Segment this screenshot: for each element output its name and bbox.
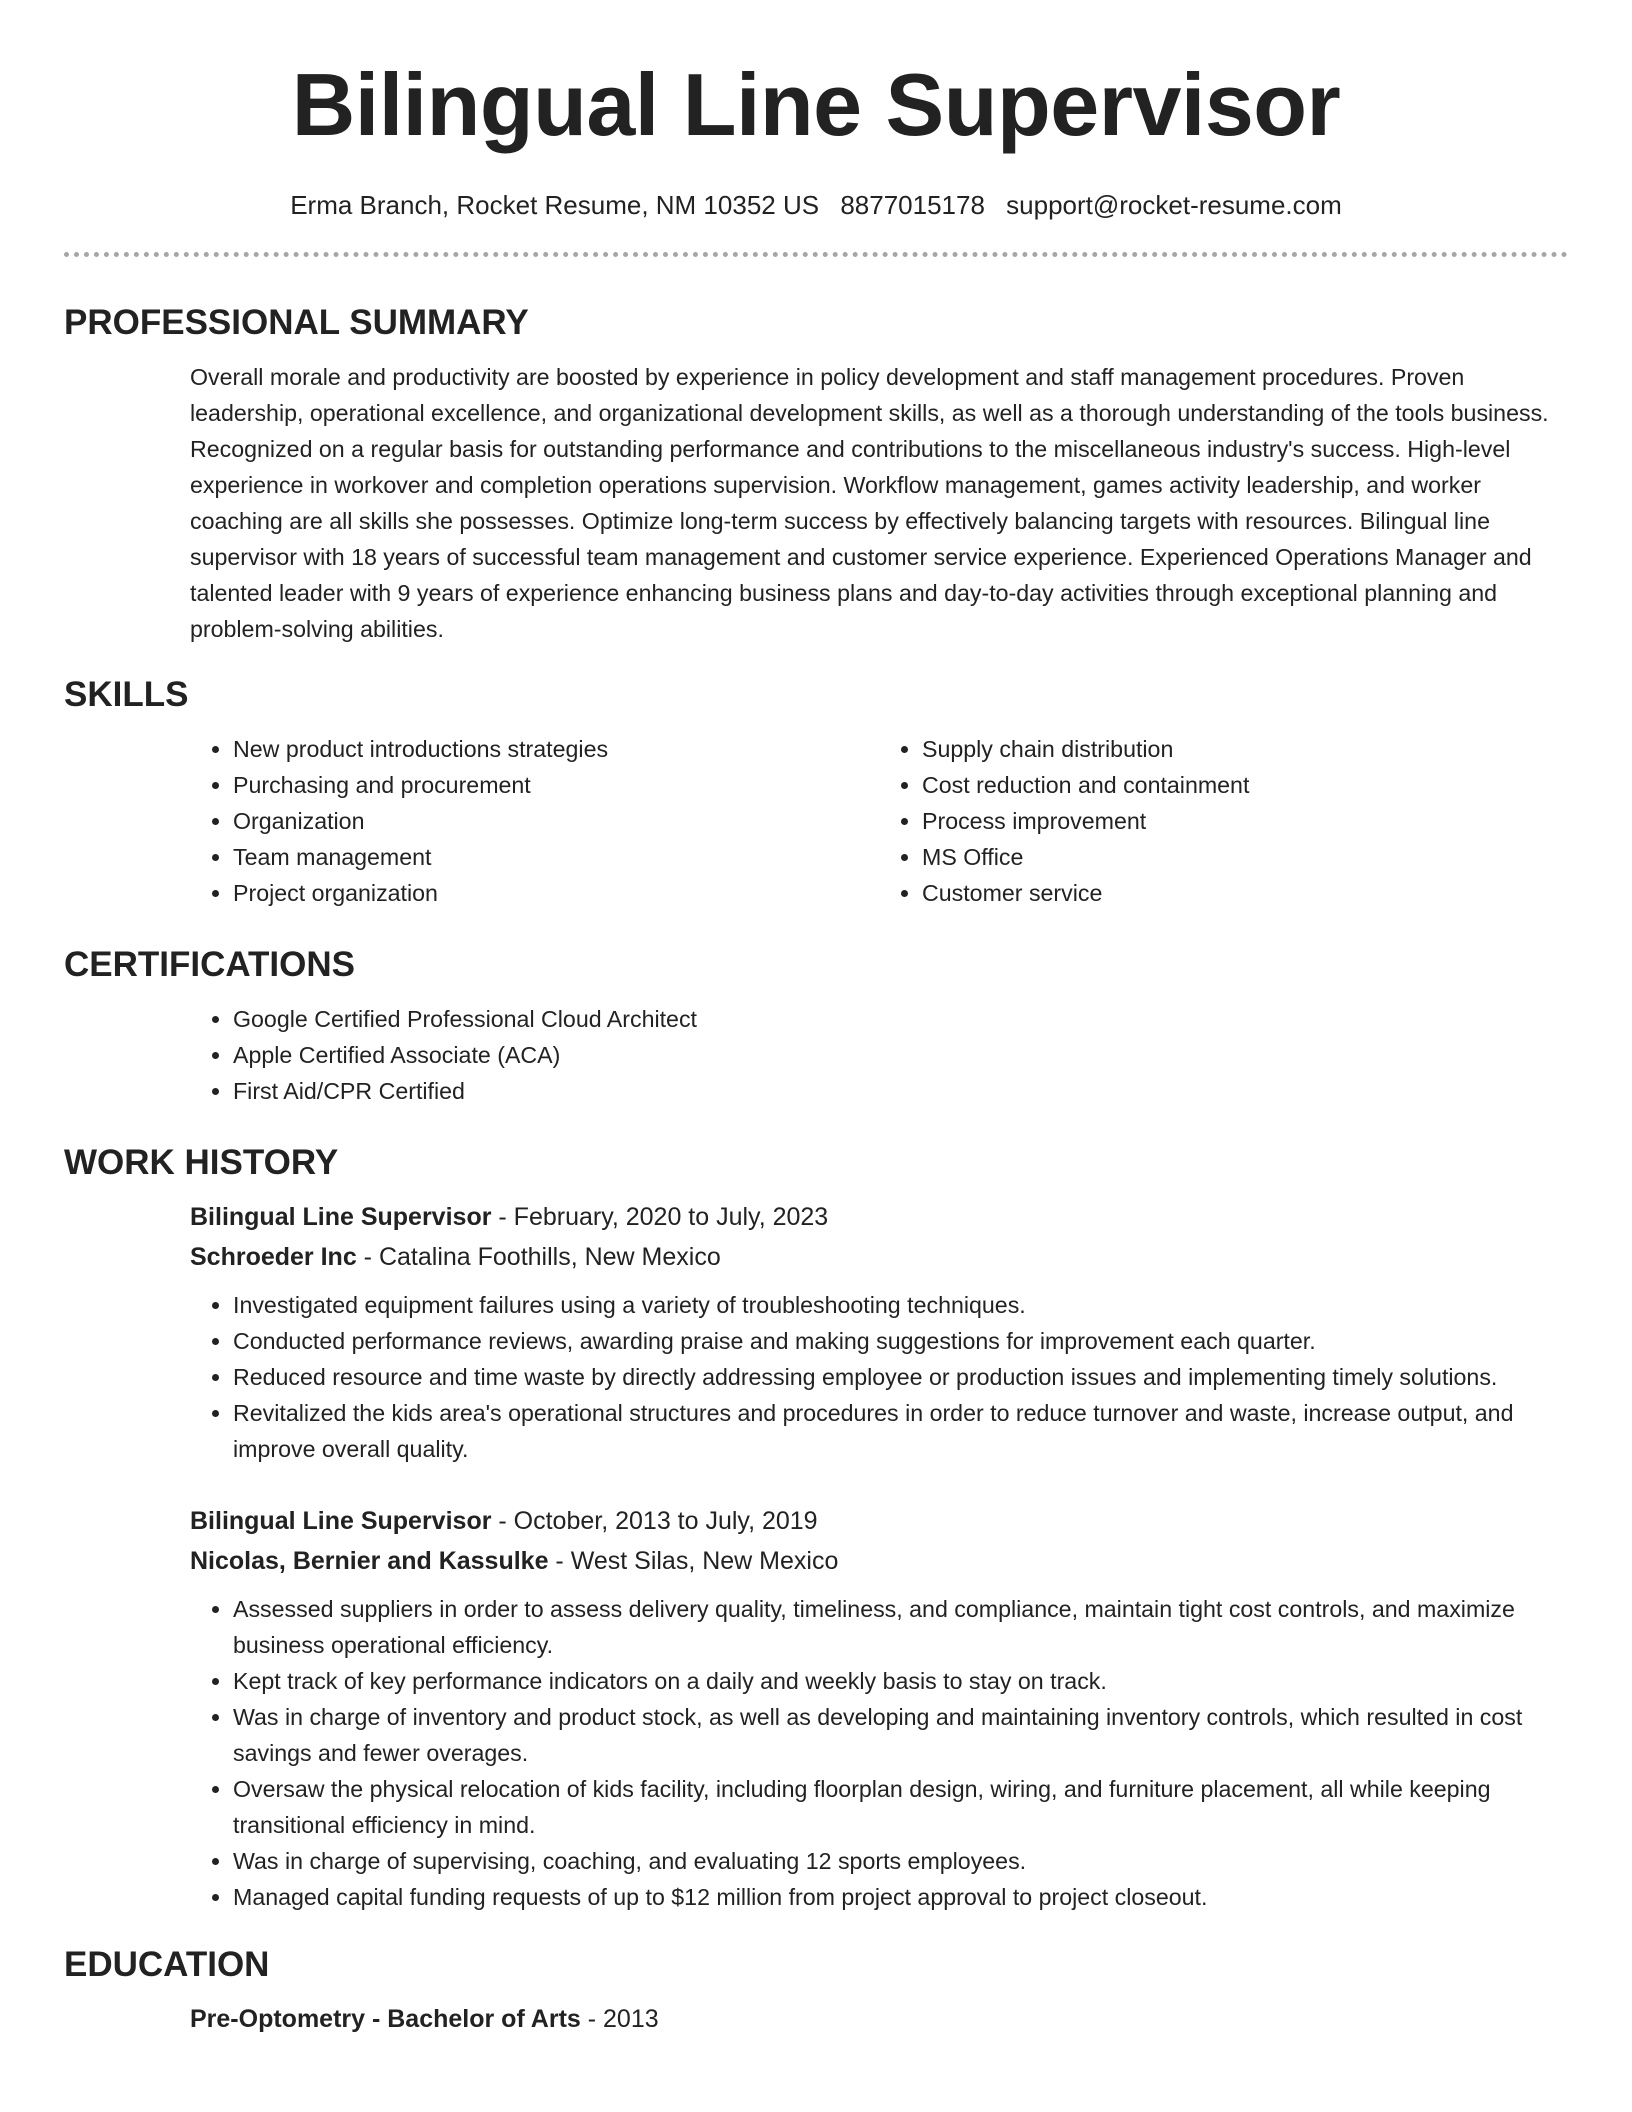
skills-grid — [190, 731, 1568, 911]
contact-address: Erma Branch, Rocket Resume, NM 10352 US — [290, 190, 820, 220]
skills-list-left — [190, 731, 879, 911]
skill-item: • Project organization — [233, 875, 879, 911]
job-bullet: • Reduced resource and time waste by directly addressing employee or production issues and implementing timely solutions. — [233, 1359, 1568, 1395]
contact-line — [64, 188, 1568, 222]
summary-text: Overall morale and productivity are boosted by experience in policy development and staff management procedures. Proven leadership, operational excellence, and organizational development skills, as well as a thorough understanding of the tools business. Recognized on a regular basis for outstanding performance and contributions to the miscellaneous industry's success. High-level experience in workover and completion operations supervision. Workflow management, games activity leadership, and worker coaching are all skills she possesses. Optimize long-term success by effectively balancing targets with resources. Bilingual line supervisor with 18 years of successful team management and customer service experience. Experienced Operations Manager and talented leader with 9 years of experience enhancing business plans and day-to-day activities through exceptional planning and problem-solving abilities. — [190, 364, 1549, 642]
work-history-heading: WORK HISTORY — [64, 1143, 339, 1182]
job-company-line — [190, 1237, 1568, 1277]
certifications-heading: CERTIFICATIONS — [64, 945, 356, 984]
job-company-line — [190, 1541, 1568, 1581]
skills-list-right — [879, 731, 1568, 911]
education-heading: EDUCATION — [64, 1945, 270, 1984]
job-company: Nicolas, Bernier and Kassulke — [190, 1547, 549, 1575]
skills-heading: SKILLS — [64, 675, 189, 714]
skill-item: • MS Office — [922, 839, 1568, 875]
skill-item: • Supply chain distribution — [922, 731, 1568, 767]
job-company: Schroeder Inc — [190, 1243, 357, 1271]
job-bullet: • Kept track of key performance indicators on a daily and weekly basis to stay on track. — [233, 1663, 1568, 1699]
job-dates: - October, 2013 to July, 2019 — [491, 1507, 818, 1535]
job-location: - Catalina Foothills, New Mexico — [356, 1243, 721, 1271]
skill-item: • Team management — [233, 839, 879, 875]
skill-item: • Process improvement — [922, 803, 1568, 839]
skill-item: • Cost reduction and containment — [922, 767, 1568, 803]
resume-title: Bilingual Line Supervisor — [291, 55, 1341, 154]
section-skills — [64, 673, 1568, 911]
job-title-line — [190, 1197, 1568, 1237]
job-title: Bilingual Line Supervisor — [190, 1507, 492, 1535]
certification-item: • Apple Certified Associate (ACA) — [233, 1037, 1568, 1073]
job-bullet: • Was in charge of inventory and product stock, as well as developing and maintaining inventory controls, which resulted in cost savings and fewer overages. — [233, 1699, 1568, 1771]
job-title: Bilingual Line Supervisor — [190, 1203, 492, 1231]
skill-item: • Purchasing and procurement — [233, 767, 879, 803]
contact-phone: 8877015178 — [840, 190, 985, 220]
resume-page — [64, 0, 1568, 2039]
section-education — [64, 1943, 1568, 2039]
section-work-history — [64, 1141, 1568, 1915]
certification-item: • Google Certified Professional Cloud Architect — [233, 1001, 1568, 1037]
section-summary — [64, 301, 1568, 647]
job-bullet: • Investigated equipment failures using a variety of troubleshooting techniques. — [233, 1287, 1568, 1323]
job-entry — [190, 1501, 1568, 1915]
job-entry — [190, 1197, 1568, 1467]
certifications-list — [190, 1001, 1568, 1109]
education-degree: Pre-Optometry - Bachelor of Arts — [190, 2005, 581, 2033]
job-bullet: • Conducted performance reviews, awarding praise and making suggestions for improvement each quarter. — [233, 1323, 1568, 1359]
job-title-line — [190, 1501, 1568, 1541]
header-divider — [64, 252, 1568, 257]
job-location: - West Silas, New Mexico — [548, 1547, 839, 1575]
job-bullets — [190, 1591, 1568, 1915]
certification-item: • First Aid/CPR Certified — [233, 1073, 1568, 1109]
job-bullets — [190, 1287, 1568, 1467]
section-certifications — [64, 943, 1568, 1109]
education-year: - 2013 — [580, 2005, 659, 2033]
skill-item: • New product introductions strategies — [233, 731, 879, 767]
education-line — [190, 1999, 1568, 2039]
skill-item: • Organization — [233, 803, 879, 839]
job-dates: - February, 2020 to July, 2023 — [491, 1203, 829, 1231]
education-entry — [190, 1999, 1568, 2039]
contact-email: support@rocket-resume.com — [1006, 190, 1342, 220]
skill-item: • Customer service — [922, 875, 1568, 911]
job-bullet: • Oversaw the physical relocation of kids facility, including floorplan design, wiring, and furniture placement, all while keeping transitional efficiency in mind. — [233, 1771, 1568, 1843]
job-bullet: • Managed capital funding requests of up to $12 million from project approval to project closeout. — [233, 1879, 1568, 1915]
summary-heading: PROFESSIONAL SUMMARY — [64, 303, 529, 342]
job-bullet: • Was in charge of supervising, coaching, and evaluating 12 sports employees. — [233, 1843, 1568, 1879]
job-bullet: • Revitalized the kids area's operational structures and procedures in order to reduce turnover and waste, increase output, and improve overall quality. — [233, 1395, 1568, 1467]
job-bullet: • Assessed suppliers in order to assess delivery quality, timeliness, and compliance, maintain tight cost controls, and maximize business operational efficiency. — [233, 1591, 1568, 1663]
